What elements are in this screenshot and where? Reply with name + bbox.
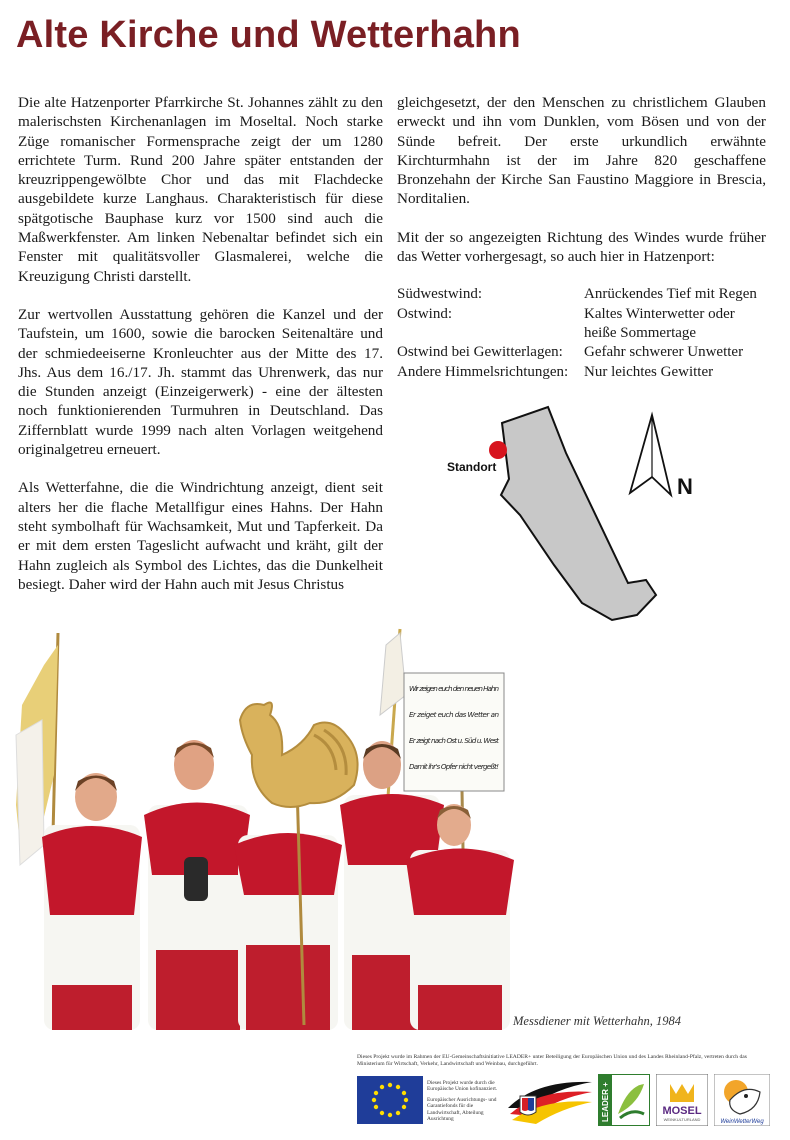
paragraph-weathercock: Als Wetterfahne, die die Windrichtung anzeigt, dient seit alters her die flache Metallfigur eines Hahns. Der Hahn steht symbolhaft für Wachsamkeit, Mut und Tapferkeit. Da er mit dem ersten Tageslicht aufwacht und kräht, gilt der Hahn zugleich als Symbol des Lichtes, das die Dunkelheit besiegt. Daher wird der Hahn auch mit Jesus Christus [18, 479, 383, 593]
eu-flag-logo [357, 1076, 423, 1124]
wind-direction: Südwestwind: [397, 286, 483, 303]
weinwetterweg-label: WeinWetterWeg [720, 1119, 764, 1125]
funding-note: Dieses Projekt wurde im Rahmen der EU-Gemeinschaftsinitiative LEADER+ unter Beteiligung der Europäischen Union und des Landes Rheinland-Pfalz, vertreten durch das Ministerium für Wirtschaft, Verkehr, Landwirtschaft und Weinbau, durchgeführt. [357, 1054, 747, 1067]
placard-line: Wir zeigen euch den neuen Hahn [409, 684, 499, 693]
wind-forecast: Nur leichtes Gewitter [584, 363, 714, 380]
leader-plus-logo [598, 1074, 650, 1126]
mosel-sublabel: WEINKULTURLAND [663, 1117, 701, 1122]
paragraph-furnishings: Zur wertvollen Ausstattung gehören die Kanzel und der Taufstein, um 1600, sowie die barocken Seitenaltäre und der schmiedeeiserne Kronleuchter aus der Mitte des 17. Jhs. Aus dem 16./17. Jh. stammt das Uhrenwerk, das nur die Stunden anzeigt (Einzeigerwerk) - eine der ältesten noch funktionierenden Turmuhren in Deutschland. Das Ziffernblatt wurde 1999 nach alten Vorlagen weitgehend originalgetreu erneuert. [18, 305, 383, 459]
leader-label: LEADER + [601, 1082, 610, 1122]
eu-cofinance-text [427, 1080, 505, 1122]
wind-forecast: Gefahr schwerer Unwetter [584, 344, 744, 361]
wind-direction: Ostwind bei Gewitterlagen: [397, 344, 563, 361]
wind-forecast-table [397, 285, 766, 381]
table-row [397, 305, 766, 344]
church-site-map [440, 395, 720, 630]
wind-forecast: Kaltes Winterwetter oder heiße Sommertage [584, 305, 735, 341]
standort-marker [489, 441, 507, 459]
paragraph-history: Die alte Hatzenporter Pfarrkirche St. Johannes zählt zu den malerischsten Kirchenanlagen im Moseltal. Noch starke Züge romanischer Formensprache zeigt der um 1280 errichtete Turm. Rund 200 Jahre später entstanden der kreuzrippengewölbte Chor und das mit Flachdecke ausgebildete kurze Langhaus. Charakteristisch für diese spätgotische Bauphase kurz vor 1500 sind auch die Maßwerkfenster. Am linken Nebenaltar befindet sich ein Fenster mit qualitätsvoller Glasmalerei, welche die Kreuzigung Christi darstellt. [18, 94, 383, 285]
north-label: N [677, 474, 693, 499]
left-column [18, 93, 383, 613]
mosel-logo [656, 1074, 708, 1126]
wind-direction: Andere Himmelsrichtungen: [397, 363, 569, 380]
paragraph-forecast-intro: Mit der so angezeigten Richtung des Windes wurde früher das Wetter vorhergesagt, so auch hier in Hatzenport: [397, 228, 766, 266]
table-row [397, 343, 766, 362]
weinwetterweg-logo [714, 1074, 770, 1126]
photo-caption: Messdiener mit Wetterhahn, 1984 [513, 1014, 682, 1028]
placard-line: Er zeigt nach Ost u. Süd u. West [409, 736, 499, 745]
mosel-label: MOSEL [662, 1105, 702, 1117]
church-footprint [501, 407, 656, 620]
table-row [397, 285, 766, 304]
placard-line: Damit ihr's Opfer nicht vergeßt! [409, 762, 499, 771]
right-column [397, 93, 766, 382]
placard-line: Er zeiget euch das Wetter an [409, 710, 499, 719]
paragraph-weathercock-cont: gleichgesetzt, der den Menschen zu christlichem Glauben erweckt und ihn vom Dunklen, vom Bösen und von der Sünde befreit. Der erste urkundlich erwähnte Kirchturmhahn ist der im Jahre 820 geschaffene Bronzehahn der Kirche San Faustino Maggiore in Brescia, Norditalien. [397, 94, 766, 208]
rheinland-pfalz-logo [506, 1074, 594, 1126]
north-arrow-icon [630, 415, 671, 495]
eu-text-line: Europäischer Ausrichtungs- und Garantiefonds für die Landwirtschaft, Abteilung Ausrichtung [427, 1096, 497, 1123]
standort-label: Standort [447, 460, 497, 474]
table-row [397, 363, 766, 382]
eu-text-line: Dieses Projekt wurde durch die Europäische Union kofinanziert. [427, 1080, 498, 1093]
wind-direction: Ostwind: [397, 305, 453, 322]
page-title: Alte Kirche und Wetterhahn [16, 14, 521, 56]
altar-servers-photo [14, 625, 514, 1030]
wind-forecast: Anrückendes Tief mit Regen [584, 286, 757, 303]
